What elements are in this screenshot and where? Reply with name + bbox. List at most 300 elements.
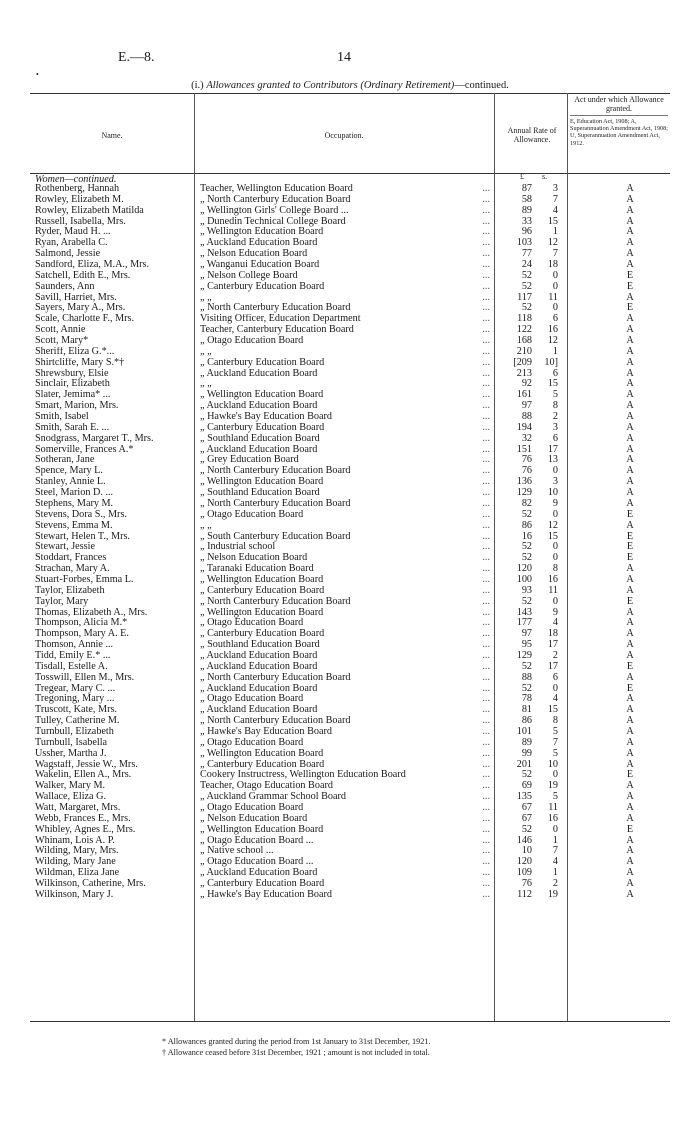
shillings-cell: 10 (547, 487, 558, 499)
act-cell: A (626, 801, 634, 813)
table-row (30, 608, 670, 619)
name-cell: Stanley, Annie L. (35, 477, 106, 488)
shillings-cell: 0 (552, 541, 558, 553)
table-row (30, 781, 670, 792)
pounds-cell: 81 (521, 704, 532, 716)
occupation-cell: „ Otago Education Board (200, 509, 304, 520)
occupation-cell: „ Grey Education Board (200, 455, 299, 466)
leader-dots: ... (482, 497, 490, 509)
pounds-cell: 52 (521, 280, 532, 292)
pounds-cell: 86 (521, 715, 532, 727)
leader-dots: ... (482, 345, 490, 357)
pounds-cell: 92 (521, 378, 532, 390)
act-cell: A (626, 367, 634, 379)
pounds-cell: 76 (521, 878, 532, 889)
occupation-cell: „ Auckland Education Board (200, 368, 318, 379)
table-row (30, 423, 670, 434)
table-title-text: Allowances granted to Contributors (Ordinary Retirement) (206, 80, 455, 91)
leader-dots: ... (482, 715, 490, 727)
name-cell: Scott, Annie (35, 325, 86, 336)
leader-dots: ... (482, 215, 490, 227)
occupation-cell: „ Auckland Education Board (200, 401, 318, 412)
pounds-cell: 52 (521, 595, 532, 607)
shillings-cell: 1 (552, 226, 558, 238)
act-cell: A (626, 563, 634, 575)
table-row (30, 217, 670, 228)
table-row (30, 379, 670, 390)
table-row (30, 390, 670, 401)
table-row (30, 760, 670, 771)
occupation-cell: „ Wellington Education Board (200, 477, 324, 488)
report-reference: E.—8. (118, 50, 155, 65)
shillings-cell: 15 (547, 704, 558, 716)
table-row (30, 206, 670, 217)
pounds-cell: 16 (521, 530, 532, 542)
pounds-cell: 89 (521, 204, 532, 216)
shillings-cell: 9 (552, 606, 558, 618)
act-cell: A (626, 335, 634, 347)
leader-dots: ... (482, 628, 490, 640)
pounds-cell: 99 (521, 747, 532, 759)
occupation-cell: „ Nelson Education Board (200, 553, 308, 564)
name-cell: Smith, Sarah E. ... (35, 422, 110, 433)
footnotes (162, 1036, 430, 1058)
table-row (30, 673, 670, 684)
pounds-cell: 52 (521, 269, 532, 281)
leader-dots: ... (482, 704, 490, 716)
table-row (30, 770, 670, 781)
name-column-header: Name. (101, 131, 123, 140)
act-cell: A (626, 725, 634, 737)
occupation-cell: „ Industrial school (200, 542, 276, 553)
name-cell: Walker, Mary M. (35, 781, 106, 792)
occupation-cell: „ Wellington Education Board (200, 227, 324, 238)
name-cell: Taylor, Mary (35, 596, 89, 607)
name-cell: Sotheran, Jane (35, 455, 95, 466)
leader-dots: ... (482, 367, 490, 379)
table-row (30, 542, 670, 553)
pounds-cell: 117 (517, 291, 532, 303)
leader-dots: ... (482, 856, 490, 868)
leader-dots: ... (482, 639, 490, 651)
name-cell: Russell, Isabella, Mrs. (35, 216, 126, 227)
name-cell: Wakelin, Ellen A., Mrs. (35, 770, 132, 781)
shillings-cell: 10 (547, 758, 558, 770)
occupation-cell: „ Auckland Education Board (200, 650, 318, 661)
pounds-cell: 97 (521, 628, 532, 640)
table-row (30, 477, 670, 488)
name-cell: Wagstaff, Jessie W., Mrs. (35, 759, 138, 770)
name-cell: Spence, Mary L. (35, 466, 103, 477)
table-row (30, 868, 670, 879)
shillings-cell: 11 (548, 291, 558, 303)
act-cell: E (626, 541, 634, 553)
occupation-cell: „ North Canterbury Education Board (200, 596, 351, 607)
act-cell: A (626, 421, 634, 433)
table-row (30, 857, 670, 868)
table-row (30, 238, 670, 249)
footnote-asterisk: * Allowances granted during the period from 1st January to 31st December, 1921. (162, 1037, 431, 1046)
shillings-cell: 1 (552, 834, 558, 846)
leader-dots: ... (482, 291, 490, 303)
name-cell: Sayers, Mary A., Mrs. (35, 303, 126, 314)
occupation-cell: „ North Canterbury Education Board (200, 672, 351, 683)
leader-dots: ... (482, 812, 490, 824)
leader-dots: ... (482, 465, 490, 477)
shillings-cell: 4 (552, 204, 558, 216)
occupation-cell: „ Southland Education Board (200, 640, 320, 651)
name-cell: Sheriff, Eliza G.*... (35, 346, 115, 357)
name-cell: Savill, Harriet, Mrs. (35, 292, 117, 303)
act-cell: A (626, 834, 634, 846)
occupation-cell: „ Auckland Education Board (200, 705, 318, 716)
name-cell: Wildman, Eliza Jane (35, 868, 120, 879)
occupation-cell: „ Southland Education Board (200, 488, 320, 499)
act-cell: A (626, 812, 634, 824)
name-cell: Rowley, Elizabeth M. (35, 194, 124, 205)
pounds-cell: 10 (521, 845, 532, 857)
act-cell: A (626, 291, 634, 303)
shillings-cell: 6 (552, 432, 558, 444)
act-cell: A (626, 758, 634, 770)
table-row (30, 586, 670, 597)
table-row (30, 738, 670, 749)
act-cell: E (626, 660, 634, 672)
pounds-cell: 118 (517, 313, 532, 325)
occupation-cell: „ Otago Education Board (200, 802, 304, 813)
page-number: 14 (337, 50, 351, 65)
occupation-cell: „ Wanganui Education Board (200, 260, 320, 271)
occupation-cell: „ Auckland Education Board (200, 868, 318, 879)
leader-dots: ... (482, 747, 490, 759)
pounds-cell: 89 (521, 736, 532, 748)
table-row (30, 314, 670, 325)
shillings-cell: 3 (552, 421, 558, 433)
leader-dots: ... (482, 237, 490, 249)
pounds-cell: 88 (521, 671, 532, 683)
table-row (30, 825, 670, 836)
name-cell: Tosswill, Ellen M., Mrs. (35, 672, 135, 683)
pounds-cell: 33 (521, 215, 532, 227)
table-row (30, 293, 670, 304)
pounds-cell: 67 (521, 812, 532, 824)
leader-dots: ... (482, 519, 490, 531)
occupation-cell: „ South Canterbury Education Board (200, 531, 351, 542)
act-cell: A (626, 389, 634, 401)
shillings-cell: 3 (552, 476, 558, 488)
name-cell: Ryan, Arabella C. (35, 238, 108, 249)
occupation-cell: „ Nelson Education Board (200, 813, 308, 824)
act-cell: A (626, 226, 634, 238)
occupation-cell: „ Wellington Education Board (200, 824, 324, 835)
table-row (30, 705, 670, 716)
act-cell: E (626, 682, 634, 694)
name-cell: Stevens, Emma M. (35, 520, 113, 531)
pounds-cell: 210 (516, 345, 532, 357)
table-row (30, 564, 670, 575)
act-cell: A (626, 378, 634, 390)
occupation-cell: „ Canterbury Education Board (200, 357, 325, 368)
act-cell: A (626, 476, 634, 488)
shillings-cell: 0 (552, 769, 558, 781)
occupation-cell: „ Hawke's Bay Education Board (200, 412, 332, 423)
occupation-cell: Visiting Officer, Education Department (200, 314, 361, 325)
occupation-cell: „ Canterbury Education Board (200, 281, 325, 292)
occupation-cell: „ Auckland Education Board (200, 661, 318, 672)
name-cell: Scott, Mary* (35, 336, 89, 347)
leader-dots: ... (482, 432, 490, 444)
occupation-cell: „ Wellington Education Board (200, 390, 324, 401)
act-cell: A (626, 497, 634, 509)
pounds-cell: 103 (516, 237, 532, 249)
occupation-cell: „ Otago Education Board (200, 336, 304, 347)
leader-dots: ... (482, 888, 490, 900)
table-row (30, 445, 670, 456)
shillings-cell: 0 (552, 595, 558, 607)
leader-dots: ... (482, 758, 490, 770)
section-label: Women—continued. (35, 175, 117, 185)
leader-dots: ... (482, 725, 490, 737)
occupation-cell: „ Otago Education Board (200, 737, 304, 748)
shillings-cell: 1 (552, 867, 558, 879)
occupation-cell: „ Hawke's Bay Education Board (200, 726, 332, 737)
name-cell: Ussher, Martha J. (35, 748, 107, 759)
act-cell: A (626, 193, 634, 205)
act-cell: A (626, 584, 634, 596)
shillings-cell: 3 (552, 183, 558, 194)
name-cell: Smith, Isabel (35, 412, 89, 423)
shillings-cell: 17 (547, 639, 558, 651)
name-cell: Sinclair, Elizabeth (35, 379, 110, 390)
act-cell: E (626, 302, 634, 314)
shillings-cell: 5 (552, 791, 558, 803)
leader-dots: ... (482, 867, 490, 879)
leader-dots: ... (482, 563, 490, 575)
name-cell: Thompson, Mary A. E. (35, 629, 129, 640)
table-row (30, 629, 670, 640)
name-cell: Tidd, Emily E.* ... (35, 650, 111, 661)
occupation-cell: „ Wellington Education Board (200, 607, 324, 618)
occupation-cell: „ „ (200, 379, 212, 390)
pounds-cell: 86 (521, 519, 532, 531)
shillings-cell: 0 (552, 682, 558, 694)
shillings-cell: 6 (552, 313, 558, 325)
shillings-cell: 12 (547, 519, 558, 531)
pounds-cell: 95 (521, 639, 532, 651)
occupation-cell: „ Canterbury Education Board (200, 629, 325, 640)
shillings-cell: 5 (552, 725, 558, 737)
name-cell: Saunders, Ann (35, 281, 95, 292)
shillings-cell: 16 (547, 573, 558, 585)
pounds-cell: 52 (521, 682, 532, 694)
name-cell: Tulley, Catherine M. (35, 716, 120, 727)
name-cell: Ryder, Maud H. ... (35, 227, 111, 238)
leader-dots: ... (482, 649, 490, 661)
leader-dots: ... (482, 552, 490, 564)
act-cell: A (626, 411, 634, 423)
pounds-cell: 76 (521, 454, 532, 466)
shillings-cell: 9 (552, 497, 558, 509)
table-row (30, 401, 670, 412)
act-cell: E (626, 269, 634, 281)
name-cell: Stephens, Mary M. (35, 498, 114, 509)
shillings-cell: 18 (547, 628, 558, 640)
shillings-cell: 7 (552, 248, 558, 260)
shillings-cell: 4 (552, 693, 558, 705)
shillings-cell: 4 (552, 617, 558, 629)
act-cell: A (626, 704, 634, 716)
table-row (30, 846, 670, 857)
table-row (30, 727, 670, 738)
table-row (30, 575, 670, 586)
table-row (30, 412, 670, 423)
leader-dots: ... (482, 595, 490, 607)
shillings-cell: 5 (552, 389, 558, 401)
footnote-dagger: † Allowance ceased before 31st December, 1921 ; amount is not included in total. (162, 1048, 430, 1057)
name-cell: Stevens, Dora S., Mrs. (35, 509, 127, 520)
act-cell: A (626, 693, 634, 705)
occupation-cell: „ „ (200, 346, 212, 357)
shillings-cell: 0 (552, 508, 558, 520)
occupation-column-header: Occupation. (324, 131, 364, 140)
name-cell: Rowley, Elizabeth Matilda (35, 205, 144, 216)
leader-dots: ... (482, 801, 490, 813)
table-row (30, 227, 670, 238)
shillings-cell: 19 (547, 888, 558, 900)
pounds-cell: 129 (516, 487, 532, 499)
name-cell: Taylor, Elizabeth (35, 585, 105, 596)
pounds-cell: 76 (521, 465, 532, 477)
shillings-cell: 17 (547, 660, 558, 672)
pounds-cell: 82 (521, 497, 532, 509)
occupation-cell: „ Wellington Education Board (200, 574, 324, 585)
name-cell: Shrewsbury, Elsie (35, 368, 109, 379)
name-cell: Scale, Charlotte F., Mrs. (35, 314, 135, 325)
act-cell: A (626, 628, 634, 640)
table-top-rule (30, 93, 670, 94)
shillings-cell: 7 (552, 736, 558, 748)
table-row (30, 597, 670, 608)
name-cell: Turnbull, Isabella (35, 737, 108, 748)
act-cell: A (626, 888, 634, 900)
name-cell: Thomas, Elizabeth A., Mrs. (35, 607, 148, 618)
name-cell: Strachan, Mary A. (35, 564, 110, 575)
act-cell: A (626, 443, 634, 455)
act-cell: E (626, 823, 634, 835)
pounds-cell: 78 (521, 693, 532, 705)
table-row (30, 282, 670, 293)
table-row (30, 716, 670, 727)
name-cell: Turnbull, Elizabeth (35, 726, 114, 737)
table-body (30, 184, 670, 901)
table-row (30, 651, 670, 662)
table-row (30, 521, 670, 532)
leader-dots: ... (482, 259, 490, 271)
table-row (30, 694, 670, 705)
table-row (30, 303, 670, 314)
pounds-cell: 112 (517, 888, 532, 900)
shillings-cell: 18 (547, 259, 558, 271)
leader-dots: ... (482, 769, 490, 781)
pounds-cell: 52 (521, 508, 532, 520)
occupation-cell: Cookery Instructress, Wellington Education Board (200, 770, 406, 781)
name-cell: Snodgrass, Margaret T., Mrs. (35, 433, 154, 444)
pounds-cell: 201 (516, 758, 532, 770)
leader-dots: ... (482, 476, 490, 488)
occupation-cell: Teacher, Canterbury Education Board (200, 325, 354, 336)
occupation-cell: „ Canterbury Education Board (200, 879, 325, 889)
shillings-cell: 15 (547, 215, 558, 227)
occupation-cell: „ Canterbury Education Board (200, 759, 325, 770)
shillings-cell: 0 (552, 280, 558, 292)
rate-column-header: Annual Rate of Allowance. (507, 126, 557, 144)
shillings-cell: 8 (552, 400, 558, 412)
leader-dots: ... (482, 183, 490, 194)
leader-dots: ... (482, 335, 490, 347)
pounds-cell: 151 (516, 443, 532, 455)
leader-dots: ... (482, 693, 490, 705)
shillings-cell: 17 (547, 443, 558, 455)
table-row (30, 195, 670, 206)
name-cell: Wilding, Mary, Mrs. (35, 846, 119, 857)
leader-dots: ... (482, 324, 490, 336)
name-cell: Slater, Jemima* ... (35, 390, 111, 401)
act-cell: A (626, 324, 634, 336)
act-cell: E (626, 530, 634, 542)
act-cell: A (626, 747, 634, 759)
shillings-cell: 6 (552, 367, 558, 379)
pounds-cell: 87 (521, 183, 532, 194)
act-cell: A (626, 878, 634, 889)
shillings-cell: 8 (552, 715, 558, 727)
act-cell: A (626, 259, 634, 271)
act-cell: A (626, 487, 634, 499)
shillings-cell: 13 (547, 454, 558, 466)
name-cell: Truscott, Kate, Mrs. (35, 705, 117, 716)
act-key-legend: E, Education Act, 1908; A, Superannuation Amendment Act, 1908; U, Superannuation Amendment Act, 1912. (570, 115, 668, 147)
shillings-cell: 4 (552, 856, 558, 868)
table-row (30, 466, 670, 477)
leader-dots: ... (482, 443, 490, 455)
shillings-cell: 0 (552, 302, 558, 314)
shillings-cell: 15 (547, 378, 558, 390)
act-cell: A (626, 856, 634, 868)
shillings-cell: 0 (552, 465, 558, 477)
shillings-cell: 12 (547, 237, 558, 249)
occupation-cell: „ „ (200, 520, 212, 531)
pounds-cell: 122 (516, 324, 532, 336)
act-cell: A (626, 432, 634, 444)
occupation-cell: „ Nelson College Board (200, 270, 298, 281)
name-cell: Smart, Marion, Mrs. (35, 401, 119, 412)
pounds-cell: 100 (516, 573, 532, 585)
leader-dots: ... (482, 193, 490, 205)
table-row (30, 184, 670, 195)
table-row (30, 325, 670, 336)
act-cell: A (626, 780, 634, 792)
name-cell: Wilkinson, Catherine, Mrs. (35, 879, 146, 889)
name-cell: Wallace, Eliza G. (35, 792, 107, 803)
shillings-cell: 10] (544, 356, 558, 368)
name-cell: Webb, Frances E., Mrs. (35, 813, 131, 824)
shillings-cell: 11 (548, 584, 558, 596)
name-cell: Watt, Margaret, Mrs. (35, 802, 121, 813)
pounds-cell: 77 (521, 248, 532, 260)
act-cell: A (626, 715, 634, 727)
occupation-cell: „ Hawke's Bay Education Board (200, 889, 332, 900)
occupation-cell: „ Southland Education Board (200, 433, 320, 444)
table-row (30, 532, 670, 543)
